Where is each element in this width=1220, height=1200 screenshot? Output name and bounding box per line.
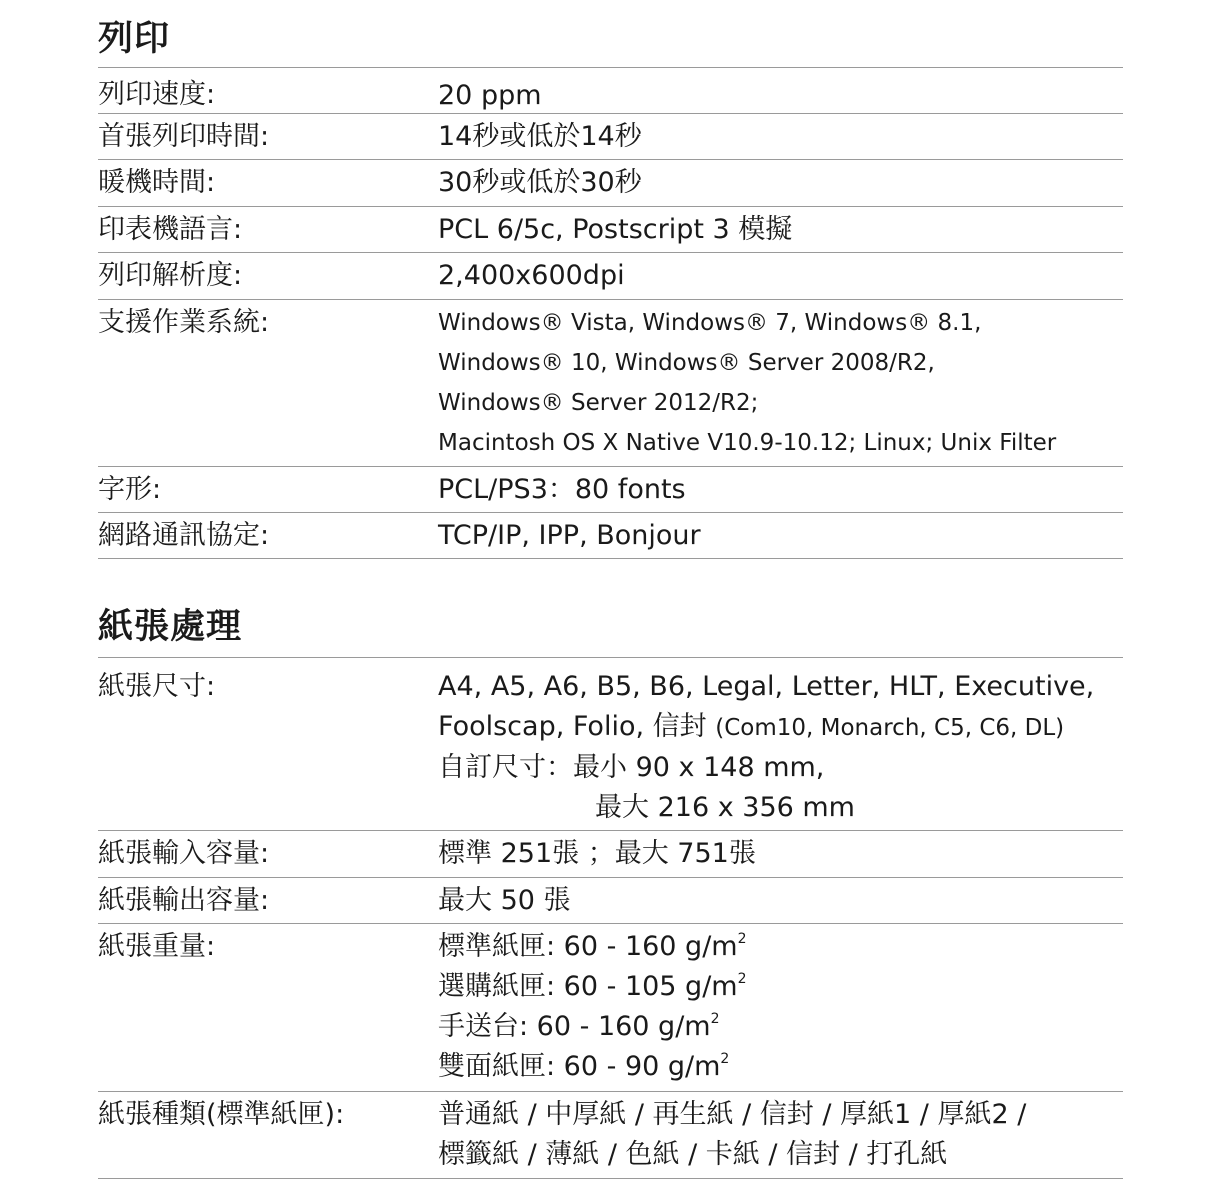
spec-value-os-list xyxy=(438,303,1123,463)
weight-text: 標準紙匣: 60 - 160 g/m xyxy=(438,931,738,962)
os-line: Windows® Vista, Windows® 7, Windows® 8.1, xyxy=(438,310,982,336)
spec-row-print-speed xyxy=(98,68,1123,114)
superscript: 2 xyxy=(737,931,747,947)
os-line: Macintosh OS X Native V10.9-10.12; Linux; Unix Filter xyxy=(438,430,1057,456)
spec-label: 紙張尺寸: xyxy=(98,671,216,702)
spec-label: 紙張輸出容量: xyxy=(98,885,270,916)
spec-label: 紙張輸入容量: xyxy=(98,838,270,869)
paper-types-line: 普通紙 / 中厚紙 / 再生紙 / 信封 / 厚紙1 / 厚紙2 / xyxy=(438,1099,1027,1130)
spec-row-resolution xyxy=(98,253,1123,300)
spec-label: 列印速度: xyxy=(98,79,216,110)
spec-value-paper-weight xyxy=(438,927,1123,1087)
spec-value-paper-size xyxy=(438,667,1123,828)
spec-value-paper-types xyxy=(438,1095,1123,1175)
custom-size-max: 最大 216 x 356 mm xyxy=(595,792,855,823)
superscript: 2 xyxy=(737,971,747,987)
spec-row-paper-weight xyxy=(98,924,1123,1092)
paper-size-text: Foolscap, Folio, 信封 xyxy=(438,711,716,742)
weight-line xyxy=(438,1047,1123,1087)
spec-label: 字形: xyxy=(98,474,162,505)
superscript: 2 xyxy=(710,1011,720,1027)
spec-value: PCL 6/5c, Postscript 3 模擬 xyxy=(438,214,793,245)
paper-types-line: 標籤紙 / 薄紙 / 色紙 / 卡紙 / 信封 / 打孔紙 xyxy=(438,1139,948,1170)
weight-line xyxy=(438,1007,1123,1047)
spec-row-first-page xyxy=(98,114,1123,160)
weight-line xyxy=(438,927,1123,967)
weight-text: 選購紙匣: 60 - 105 g/m xyxy=(438,971,738,1002)
spec-row-output-capacity xyxy=(98,878,1123,924)
weight-text: 雙面紙匣: 60 - 90 g/m xyxy=(438,1051,721,1082)
spec-value: 標準 251張 ；最大 751張 xyxy=(438,838,756,869)
section-title-paper-handling: 紙張處理 xyxy=(98,607,243,647)
spec-value: 2,400x600dpi xyxy=(438,260,625,291)
weight-text: 手送台: 60 - 160 g/m xyxy=(438,1011,711,1042)
spec-row-input-capacity xyxy=(98,831,1123,878)
os-line: Windows® Server 2012/R2; xyxy=(438,390,759,416)
envelope-types: (Com10, Monarch, C5, C6, DL) xyxy=(715,715,1065,741)
spec-label: 網路通訊協定: xyxy=(98,520,270,551)
spec-label: 紙張重量: xyxy=(98,931,216,962)
weight-line xyxy=(438,967,1123,1007)
spec-row-supported-os xyxy=(98,300,1123,467)
superscript: 2 xyxy=(720,1051,730,1067)
spec-label: 紙張種類(標準紙匣): xyxy=(98,1099,345,1130)
spec-label: 印表機語言: xyxy=(98,214,243,245)
spec-value: 最大 50 張 xyxy=(438,885,571,916)
spec-row-warmup xyxy=(98,160,1123,207)
os-line: Windows® 10, Windows® Server 2008/R2, xyxy=(438,350,935,376)
custom-size-min: 自訂尺寸：最小 90 x 148 mm, xyxy=(438,752,825,783)
spec-value: TCP/IP, IPP, Bonjour xyxy=(438,520,701,551)
spec-value: 14秒或低於14秒 xyxy=(438,121,642,152)
spec-row-paper-size xyxy=(98,658,1123,831)
paper-size-line xyxy=(438,707,1123,748)
print-spec-table xyxy=(98,67,1123,559)
spec-value: 30秒或低於30秒 xyxy=(438,167,642,198)
section-title-print: 列印 xyxy=(98,19,171,59)
spec-value: 20 ppm xyxy=(438,80,542,111)
paper-size-line: A4, A5, A6, B5, B6, Legal, Letter, HLT, Executive, xyxy=(438,671,1095,702)
spec-row-printer-language xyxy=(98,207,1123,253)
spec-row-paper-types xyxy=(98,1092,1123,1179)
spec-value: PCL/PS3：80 fonts xyxy=(438,474,686,505)
spec-label: 支援作業系統: xyxy=(98,307,270,338)
spec-row-fonts xyxy=(98,467,1123,513)
spec-row-network-protocol xyxy=(98,513,1123,559)
spec-label: 首張列印時間: xyxy=(98,121,270,152)
paper-spec-table xyxy=(98,657,1123,1179)
spec-label: 暖機時間: xyxy=(98,167,216,198)
spec-label: 列印解析度: xyxy=(98,260,243,291)
